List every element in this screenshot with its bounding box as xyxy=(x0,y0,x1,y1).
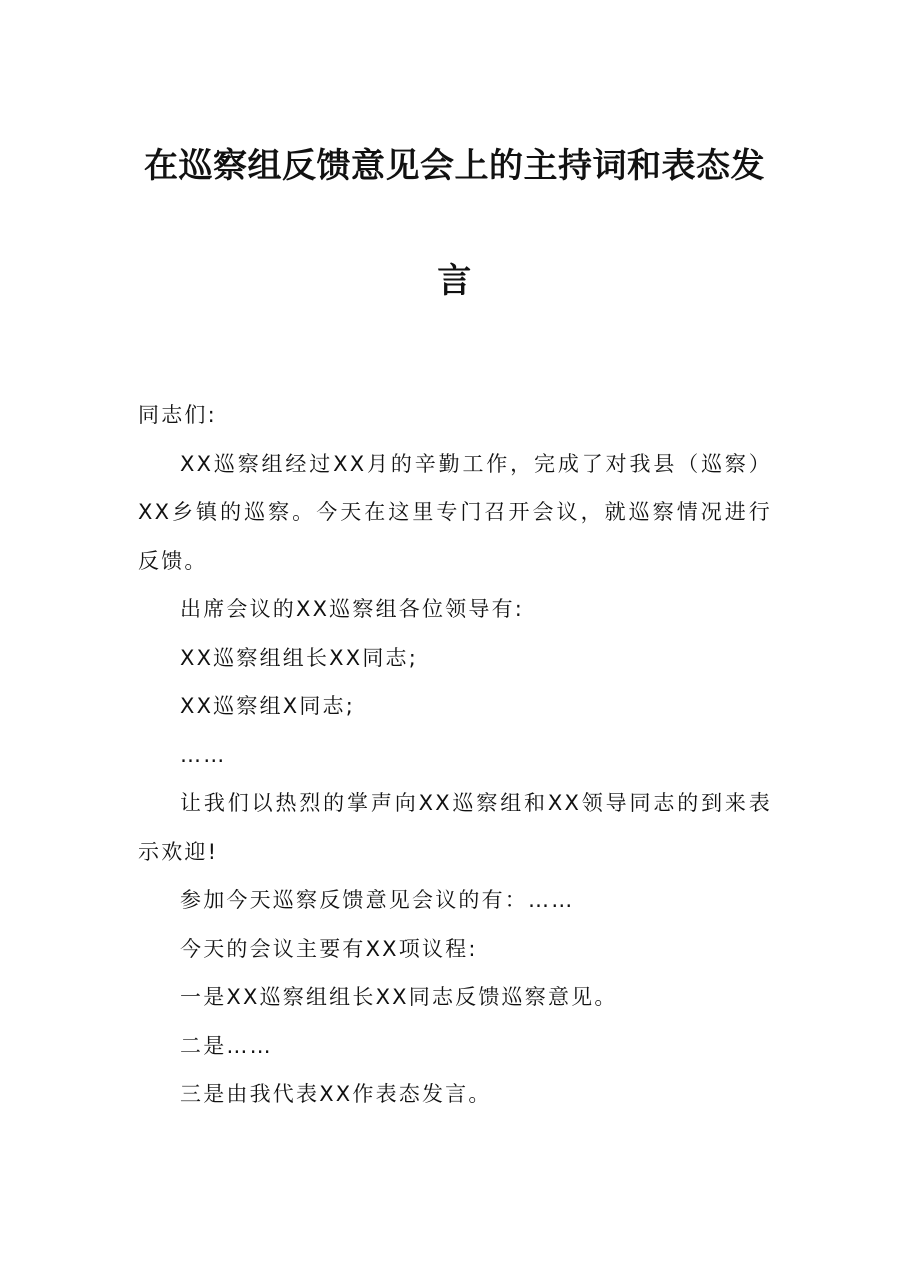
paragraph-attendee-member: XX巡察组X同志; xyxy=(180,694,356,718)
paragraph-participants: 参加今天巡察反馈意见会议的有：…… xyxy=(180,888,575,912)
paragraph-intro: XX巡察组经过XX月的辛勤工作，完成了对我县（巡察）XX乡镇的巡察。今天在这里专门召开会议，就巡察情况进行反馈。 xyxy=(138,451,772,573)
paragraph-agenda-item-1: 一是XX巡察组组长XX同志反馈巡察意见。 xyxy=(180,985,618,1009)
document-title-line-1: 在巡察组反馈意见会上的主持词和表态发 xyxy=(144,146,765,186)
paragraph-agenda-item-2: 二是…… xyxy=(180,1033,273,1058)
paragraph-welcome: 让我们以热烈的掌声向XX巡察组和XX领导同志的到来表示欢迎! xyxy=(138,791,772,864)
paragraph-agenda-heading: 今天的会议主要有XX项议程: xyxy=(180,936,478,961)
paragraph-attendee-leader: XX巡察组组长XX同志; xyxy=(180,645,419,670)
document-title-line-2: 言 xyxy=(437,261,472,301)
paragraph-agenda-item-3: 三是由我代表XX作表态发言。 xyxy=(180,1082,492,1106)
document-body xyxy=(138,391,772,1119)
salutation: 同志们: xyxy=(138,403,217,427)
paragraph-ellipsis: …… xyxy=(180,742,227,767)
paragraph-attendees-heading: 出席会议的XX巡察组各位领导有: xyxy=(180,597,525,621)
